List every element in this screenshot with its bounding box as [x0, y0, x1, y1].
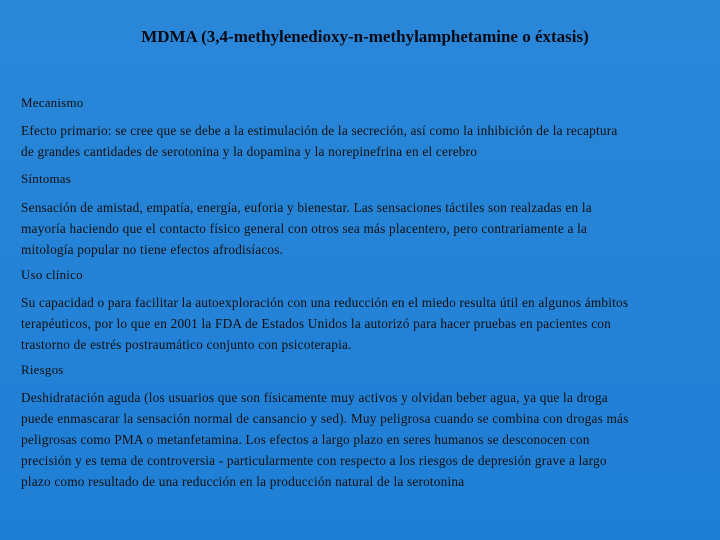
text-line: Su capacidad o para facilitar la autoexploración con una reducción en el miedo resulta útil en algunos ámbitos — [21, 295, 629, 310]
text-line: Sensación de amistad, empatía, energía, euforia y bienestar. Las sensaciones táctiles son realzadas en la — [21, 200, 592, 215]
text-line: trastorno de estrés postraumático conjunto con psicoterapia. — [21, 337, 352, 352]
text-line: plazo como resultado de una reducción en la producción natural de la serotonina — [21, 474, 465, 489]
slide-title: MDMA (3,4-methylenedioxy-n-methylamphetamine o éxtasis) — [141, 27, 589, 46]
text-line: mitología popular no tiene efectos afrodisíacos. — [21, 242, 284, 257]
heading-uso-clinico: Uso clínico — [21, 267, 83, 282]
text-line: peligrosas como PMA o metanfetamina. Los efectos a largo plazo en seres humanos se desconocen con — [21, 432, 590, 447]
heading-riesgos: Riesgos — [21, 362, 64, 377]
paragraph-uso-clinico — [21, 292, 720, 355]
paragraph-mecanismo — [21, 120, 720, 162]
heading-mecanismo: Mecanismo — [21, 95, 84, 110]
text-line: de grandes cantidades de serotonina y la dopamina y la norepinefrina en el cerebro — [21, 144, 478, 159]
paragraph-riesgos — [21, 387, 720, 492]
text-line: puede enmascarar la sensación normal de cansancio y sed). Muy peligrosa cuando se combina con drogas más — [21, 411, 629, 426]
text-line: Efecto primario: se cree que se debe a la estimulación de la secreción, así como la inhibición de la recaptura — [21, 123, 618, 138]
heading-sintomas: Síntomas — [21, 171, 71, 186]
text-line: mayoría haciendo que el contacto físico general con otros sea más placentero, pero contrariamente a la — [21, 221, 588, 236]
text-line: Deshidratación aguda (los usuarios que son físicamente muy activos y olvidan beber agua, ya que la droga — [21, 390, 608, 405]
text-line: precisión y es tema de controversia - particularmente con respecto a los riesgos de depresión grave a largo — [21, 453, 607, 468]
text-line: terapéuticos, por lo que en 2001 la FDA de Estados Unidos la autorizó para hacer pruebas en pacientes con — [21, 316, 611, 331]
paragraph-sintomas — [21, 197, 720, 260]
